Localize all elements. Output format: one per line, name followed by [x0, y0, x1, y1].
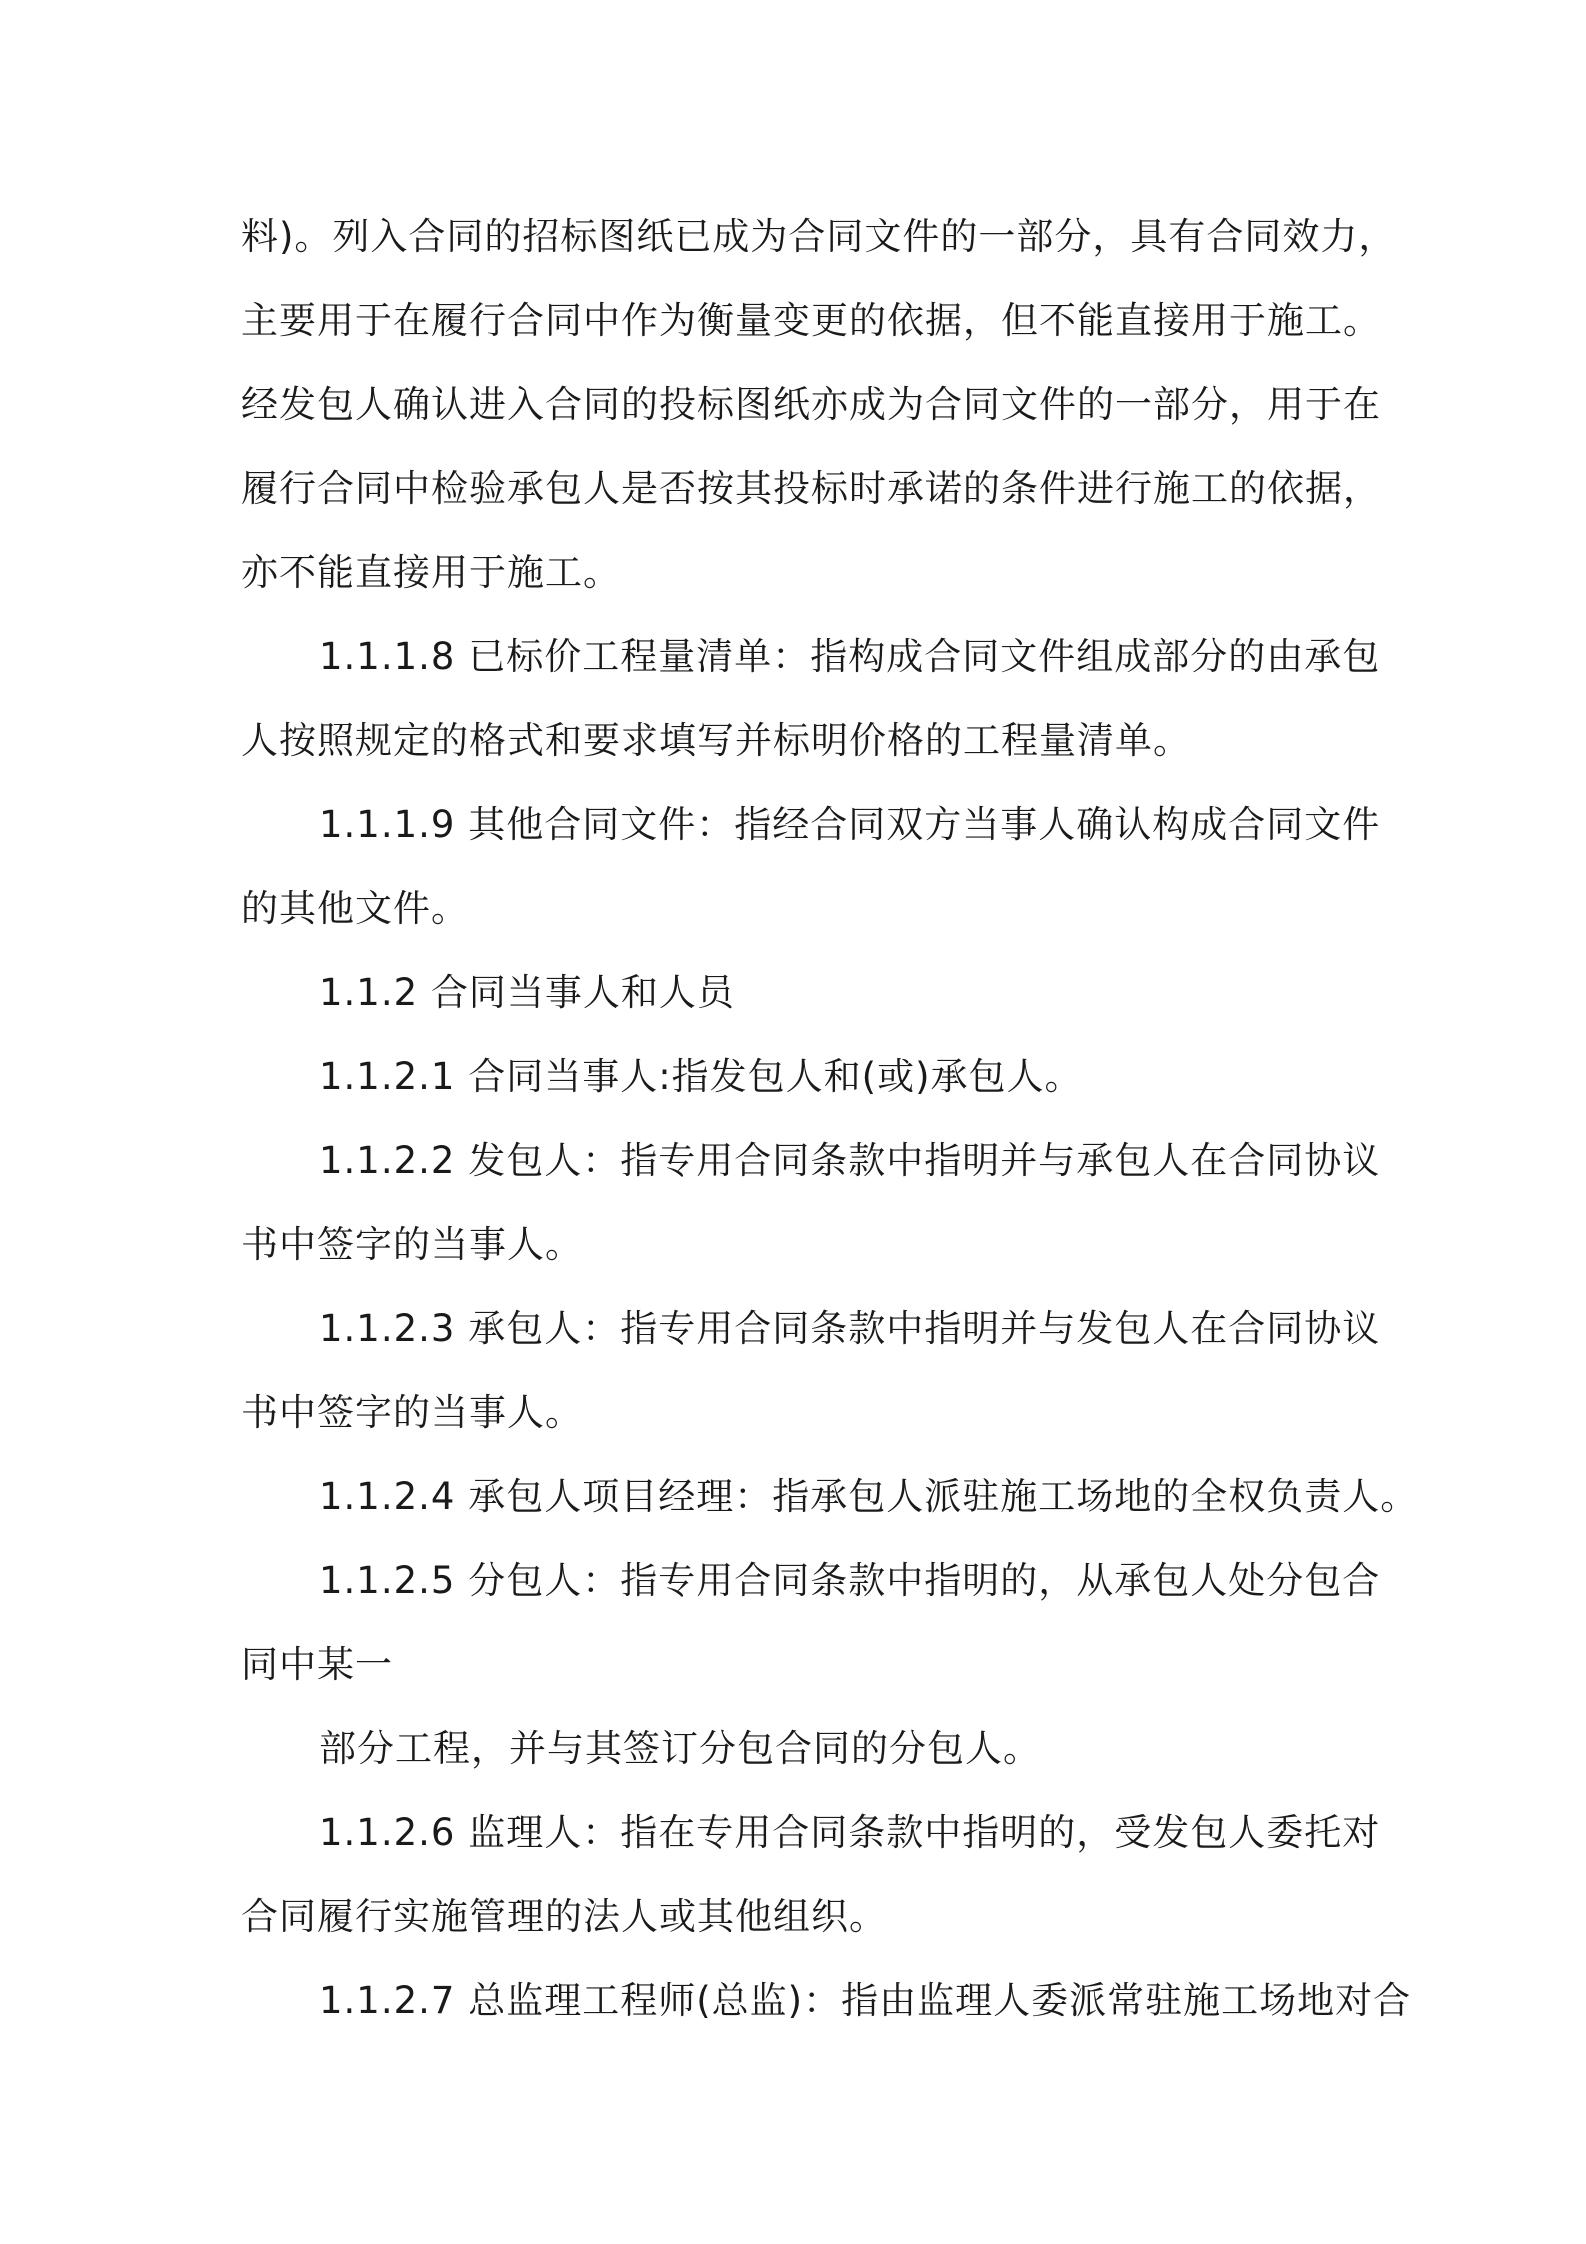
clause-1-1-2-7: 1.1.2.7 总监理工程师(总监)：指由监理人委派常驻施工场地对合 [319, 1979, 1412, 2022]
clause-1-1-2-1: 1.1.2.1 合同当事人:指发包人和(或)承包人。 [319, 1055, 1083, 1098]
clause-1-1-2-6: 1.1.2.6 监理人：指在专用合同条款中指明的，受发包人委托对 [319, 1811, 1381, 1854]
body-line: 同中某一 [241, 1643, 393, 1686]
clause-1-1-2-3: 1.1.2.3 承包人：指专用合同条款中指明并与发包人在合同协议 [319, 1307, 1381, 1350]
section-heading-1-1-2: 1.1.2 合同当事人和人员 [319, 971, 735, 1014]
body-line: 合同履行实施管理的法人或其他组织。 [241, 1895, 887, 1938]
clause-1-1-1-8: 1.1.1.8 已标价工程量清单：指构成合同文件组成部分的由承包 [319, 635, 1381, 678]
clause-1-1-2-4: 1.1.2.4 承包人项目经理：指承包人派驻施工场地的全权负责人。 [319, 1475, 1419, 1518]
body-line: 料)。列入合同的招标图纸已成为合同文件的一部分，具有合同效力， [241, 215, 1397, 258]
body-line: 书中签字的当事人。 [241, 1223, 583, 1266]
clause-1-1-1-9: 1.1.1.9 其他合同文件：指经合同双方当事人确认构成合同文件 [319, 803, 1381, 846]
body-line: 的其他文件。 [241, 887, 469, 930]
body-line: 主要用于在履行合同中作为衡量变更的依据，但不能直接用于施工。 [241, 299, 1381, 342]
body-line: 经发包人确认进入合同的投标图纸亦成为合同文件的一部分，用于在 [241, 383, 1381, 426]
body-line: 亦不能直接用于施工。 [241, 551, 621, 594]
body-line: 履行合同中检验承包人是否按其投标时承诺的条件进行施工的依据， [241, 467, 1381, 510]
document-body [241, 195, 1419, 2043]
clause-1-1-2-2: 1.1.2.2 发包人：指专用合同条款中指明并与承包人在合同协议 [319, 1139, 1381, 1182]
body-line: 书中签字的当事人。 [241, 1391, 583, 1434]
clause-1-1-2-5: 1.1.2.5 分包人：指专用合同条款中指明的，从承包人处分包合 [319, 1559, 1381, 1602]
body-line: 人按照规定的格式和要求填写并标明价格的工程量清单。 [241, 719, 1191, 762]
body-line: 部分工程，并与其签订分包合同的分包人。 [319, 1727, 1041, 1770]
